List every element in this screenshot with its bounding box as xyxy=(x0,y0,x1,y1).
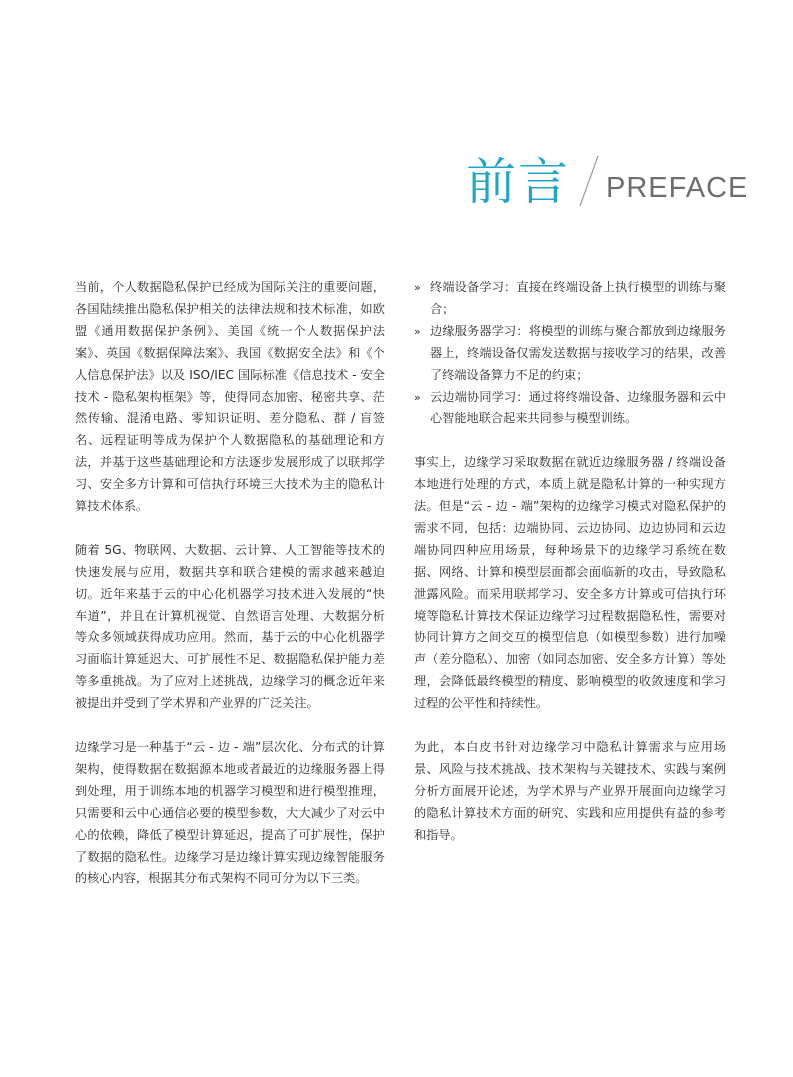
bullet-text: 云边端协同学习：通过将终端设备、边缘服务器和云中心智能地联合起来共同参与模型训练。 xyxy=(430,389,726,426)
bullet-item xyxy=(414,277,726,321)
bullet-chevron-icon: » xyxy=(414,324,421,338)
bullet-item xyxy=(414,387,726,431)
bullet-text: 终端设备学习：直接在终端设备上执行模型的训练与聚合； xyxy=(430,280,726,316)
right-column xyxy=(414,277,726,868)
paragraph: 边缘学习是一种基于“云 - 边 - 端”层次化、分布式的计算架构，使得数据在数据源本地或者最近的边缘服务器上得到处理，用于训练本地的机器学习模型和进行模型推理，只需要和云中心通信必要的模型参数，大大减少了对云中心的依赖，降低了模型计算延迟，提高了可扩展性，保护了数据的隐私性。边缘学习是边缘计算实现边缘智能服务的核心内容，根据其分布式架构不同可分为以下三类。 xyxy=(75,740,385,886)
bullet-item xyxy=(414,321,726,387)
left-column xyxy=(75,277,385,912)
heading-slash-divider xyxy=(576,154,602,208)
bullet-text: 边缘服务器学习：将模型的训练与聚合都放到边缘服务器上，终端设备仅需发送数据与接收学习的结果，改善了终端设备算力不足的约束； xyxy=(430,323,726,382)
bullet-chevron-icon: » xyxy=(414,390,421,404)
paragraph: 当前，个人数据隐私保护已经成为国际关注的重要问题，各国陆续推出隐私保护相关的法律法规和技术标准，如欧盟《通用数据保护条例》、美国《统一个人数据保护法案》、英国《数据保障法案》、我国《数据安全法》和《个人信息保护法》以及 ISO/IEC 国际标准《信息技术 - 安全技术 - 隐私架构框架》等，使得同态加密、秘密共享、茫然传输、混淆电路、零知识证明、差分隐私、群 / 盲签名、远程证明等成为保护个人数据隐私的基础理论和方法，并基于这些基础理论和方法逐步发展形成了以联邦学习、安全多方计算和可信执行环境三大技术为主的隐私计算技术体系。 xyxy=(75,280,385,514)
paragraph: 为此，本白皮书针对边缘学习中隐私计算需求与应用场景、风险与技术挑战、技术架构与关键技术、实践与案例分析方面展开论述，为学术界与产业界开展面向边缘学习的隐私计算技术方面的研究、实践和应用提供有益的参考和指导。 xyxy=(414,740,726,842)
heading-english: PREFACE xyxy=(606,172,749,204)
bullet-chevron-icon: » xyxy=(414,281,421,294)
bullet-list xyxy=(414,277,726,430)
heading-chinese: 前言 xyxy=(466,153,570,211)
page-heading xyxy=(466,148,748,212)
paragraph: 随着 5G、物联网、大数据、云计算、人工智能等技术的快速发展与应用，数据共享和联合建模的需求越来越迫切。近年来基于云的中心化机器学习技术进入发展的“快车道”，并且在计算机视觉、自然语言处理、大数据分析等众多领域获得成功应用。然而，基于云的中心化机器学习面临计算延迟大、可扩展性不足、数据隐私保护能力差等多重挑战。为了应对上述挑战，边缘学习的概念近年来被提出并受到了学术界和产业界的广泛关注。 xyxy=(75,542,385,711)
paragraph: 事实上，边缘学习采取数据在就近边缘服务器 / 终端设备本地进行处理的方式，本质上就是隐私计算的一种实现方法。但是“云 - 边 - 端”架构的边缘学习模式对隐私保护的需求不同，包括：边端协同、云边协同、边边协同和云边端协同四种应用场景，每种场景下的边缘学习系统在数据、网络、计算和模型层面都会面临新的攻击，导致隐私泄露风险。而采用联邦学习、安全多方计算或可信执行环境等隐私计算技术保证边缘学习过程数据隐私性，需要对协同计算方之间交互的模型信息（如模型参数）进行加噪声（差分隐私）、加密（如同态加密、安全多方计算）等处理，会降低最终模型的精度、影响模型的收敛速度和学习过程的公平性和持续性。 xyxy=(414,455,726,711)
